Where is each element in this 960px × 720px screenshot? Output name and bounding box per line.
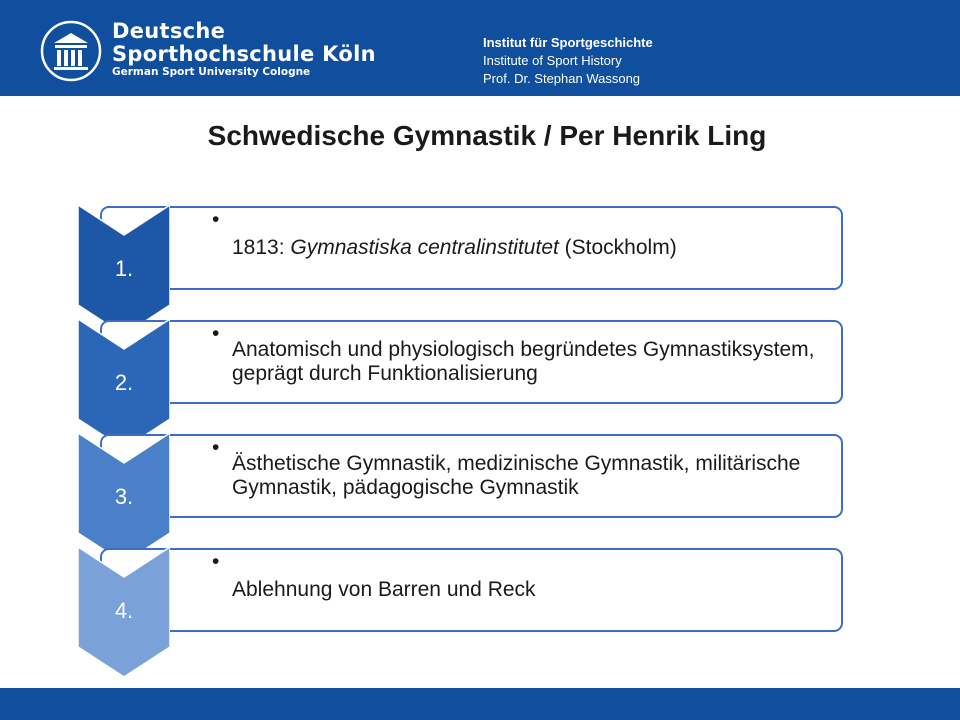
item-text-italic: Gymnastiska centralinstitutet [290,236,559,259]
bullet: • [212,322,220,345]
list-item-content: Anatomisch und physiologisch begründetes Gymnastiksystem, geprägt durch Funktionalisierung [232,338,815,385]
university-logo [40,20,102,82]
bullet: • [212,550,220,573]
institute-person: Prof. Dr. Stephan Wassong [483,71,641,86]
list-item-content: Ästhetische Gymnastik, medizinische Gymnastik, militärische Gymnastik, pädagogische Gymnastik [232,452,801,499]
list-item-text [212,322,833,402]
institute-info [483,34,653,88]
footer-bar [0,688,960,720]
list-item-number: 1. [114,256,134,281]
slide-title: Schwedische Gymnastik / Per Henrik Ling [207,120,767,151]
list-item-text [212,436,833,516]
list-item-text [212,550,833,630]
brand-name-line1: Deutsche [112,19,226,43]
list-item-text [212,208,833,288]
list-item-box [100,320,843,404]
brand-name-line2: Sporthochschule Köln [112,42,376,66]
bullet: • [212,436,220,459]
brand-name-english: German Sport University Cologne [112,66,311,78]
list-item-number: 2. [114,370,134,395]
list-item-number: 4. [114,598,134,623]
list-item-box [100,548,843,632]
institute-name-de: Institut für Sportgeschichte [483,35,653,50]
list-item-content: Ablehnung von Barren und Reck [232,578,536,601]
item-text-suffix: (Stockholm) [558,236,677,259]
bullet: • [212,208,220,231]
list-item-number: 3. [114,484,134,509]
list-item-content [232,236,833,260]
item-text-prefix: 1813: [232,236,291,259]
list-item-box [100,206,843,290]
list-item-box [100,434,843,518]
header-bar [0,0,960,96]
institute-name-en: Institute of Sport History [483,53,622,68]
